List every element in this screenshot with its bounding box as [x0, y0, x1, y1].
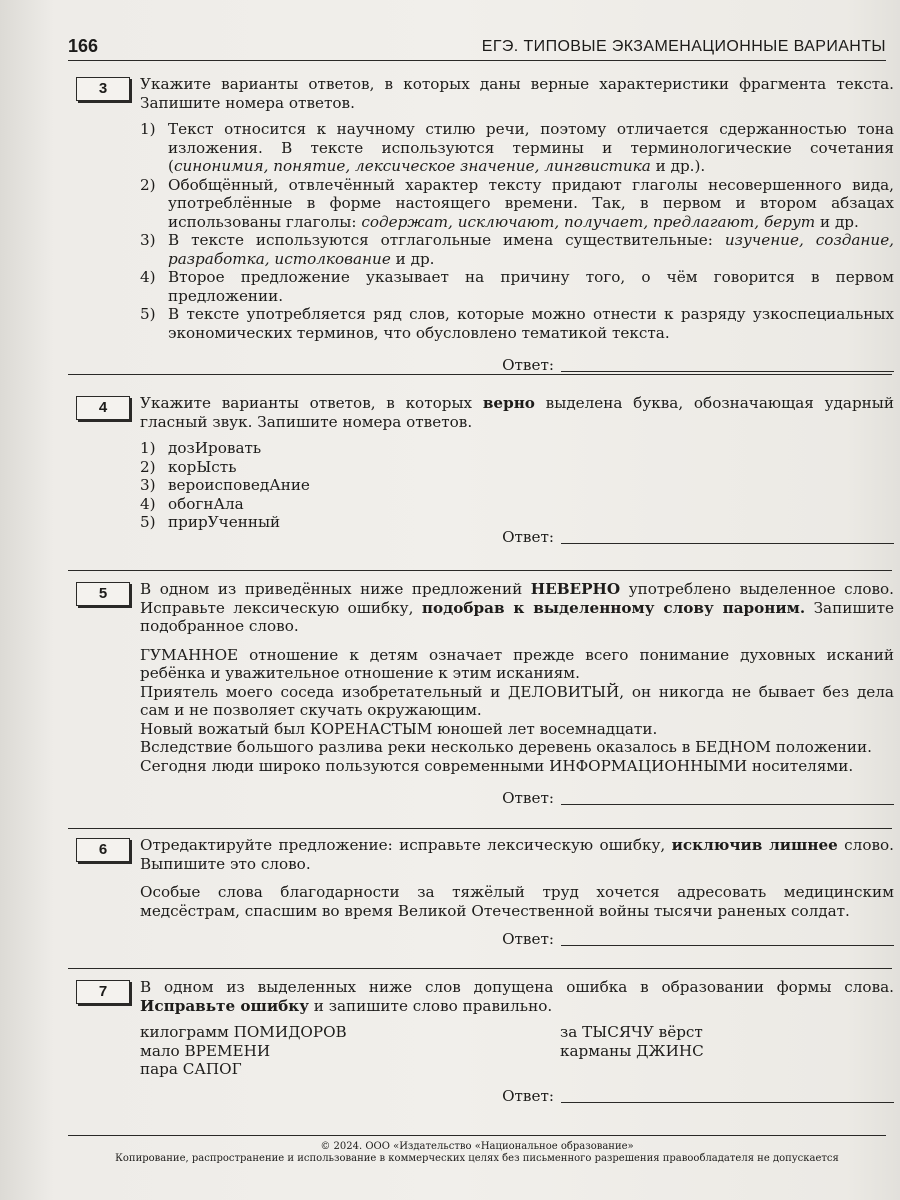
word-phrase: килограмм ПОМИДОРОВ [140, 1023, 347, 1041]
sentence: Особые слова благодарности за тяжёлый труд хочется адресовать медицинским медсёстрам, спасшим во время Великой Отечественной войны тысячи раненых солдат. [140, 883, 894, 920]
word-columns [140, 1023, 894, 1079]
answer-label: Ответ: [502, 930, 554, 948]
task-question: Отредактируйте предложение: исправьте лексическую ошибку, исключив лишнее слово. Выпишите это слово. [140, 836, 894, 873]
word-phrase: мало ВРЕМЕНИ [140, 1041, 271, 1060]
option-item: 2) корЫсть [140, 457, 237, 476]
task-number-box: 5 [76, 582, 130, 606]
sentence: Вследствие большого разлива реки несколько деревень оказалось в БЕДНОМ положении. [140, 738, 872, 756]
word-column-right [560, 1023, 894, 1079]
task-separator [68, 968, 892, 969]
answer-label: Ответ: [502, 1086, 554, 1105]
option-item: 4) обогнАла [140, 494, 244, 513]
option-item: 2) Обобщённый, отвлечённый характер тексту придают глаголы несовершенного вида, употреблённые в форме настоящего времени. Так, в первом и втором абзацах использованы глаголы: содержат, исключают, получает, предлагают, берут и др. [140, 175, 894, 231]
options-list [140, 439, 894, 532]
page-header-title: ЕГЭ. ТИПОВЫЕ ЭКЗАМЕНАЦИОННЫЕ ВАРИАНТЫ [481, 38, 886, 55]
answer-line[interactable] [561, 371, 894, 372]
word-phrase: карманы ДЖИНС [560, 1041, 704, 1060]
answer-row [140, 789, 894, 809]
task-question: Укажите варианты ответов, в которых верно выделена буква, обозначающая ударный гласный звук. Запишите номера ответов. [140, 394, 894, 431]
sentences-list [140, 646, 894, 776]
option-item: 3) В тексте используются отглагольные имена существительные: изучение, создание, разработка, истолкование и др. [140, 231, 895, 268]
task-7 [68, 978, 894, 1107]
answer-row [140, 1087, 894, 1107]
task-separator [68, 828, 892, 829]
sentence: Сегодня люди широко пользуются современными ИНФОРМАЦИОННЫМИ носителями. [140, 756, 854, 775]
task-number-box: 6 [76, 838, 130, 862]
word-column-left [140, 1023, 560, 1079]
option-item: 5) В тексте употребляется ряд слов, которые можно отнести к разряду узкоспециальных экономических терминов, что обусловлено тематикой текста. [140, 305, 894, 342]
word-phrase: пара САПОГ [140, 1060, 242, 1078]
answer-label: Ответ: [502, 527, 554, 546]
task-3 [68, 75, 894, 376]
option-item: 1) Текст относится к научному стилю речи, поэтому отличается сдержанностью тона изложения. В тексте используются термины и терминологические сочетания (синонимия, понятие, лексическое значение, лингвистика и др.). [140, 120, 894, 175]
task-question: В одном из приведённых ниже предложений НЕВЕРНО употреблено выделенное слово. Исправьте лексическую ошибку, подобрав к выделенному слову пароним. Запишите подобранное слово. [140, 580, 895, 635]
answer-label: Ответ: [502, 356, 554, 374]
option-item: 3) вероисповедАние [140, 476, 310, 494]
option-item: 5) прирУченный [140, 513, 281, 531]
task-number-box: 3 [76, 77, 130, 101]
copyright-line: © 2024. ООО «Издательство «Национальное образование» [320, 1141, 634, 1152]
option-item: 1) дозИровать [140, 439, 262, 457]
options-list [140, 120, 894, 342]
answer-row [140, 930, 894, 950]
task-4 [68, 394, 894, 548]
answer-line[interactable] [561, 543, 894, 544]
word-phrase: за ТЫСЯЧУ вёрст [560, 1023, 703, 1041]
copyright-notice: Копирование, распространение и использование в коммерческих целях без письменного разрешения правообладателя не допускается [115, 1153, 839, 1164]
task-question: Укажите варианты ответов, в которых даны верные характеристики фрагмента текста. Запишите номера ответов. [140, 75, 894, 112]
task-6 [68, 836, 894, 950]
answer-line[interactable] [561, 945, 894, 946]
answer-row [140, 528, 894, 548]
task-5 [68, 580, 894, 809]
task-number-box: 4 [76, 396, 130, 420]
answer-label: Ответ: [502, 789, 554, 807]
task-number-box: 7 [76, 980, 130, 1004]
page-number: 166 [68, 36, 99, 56]
answer-line[interactable] [561, 1102, 894, 1103]
sentence: Приятель моего соседа изобретательный и ДЕЛОВИТЫЙ, он никогда не бывает без дела сам и не позволяет скучать окружающим. [140, 682, 894, 719]
task-question: В одном из выделенных ниже слов допущена ошибка в образовании формы слова. Исправьте ошибку и запишите слово правильно. [140, 978, 894, 1015]
page-header [68, 36, 886, 61]
answer-line[interactable] [561, 804, 894, 805]
sentence: Новый вожатый был КОРЕНАСТЫМ юношей лет восемнадцати. [140, 719, 658, 738]
task-separator [68, 570, 892, 571]
sentence: ГУМАННОЕ отношение к детям означает прежде всего понимание духовных исканий ребёнка и уважительное отношение к этим исканиям. [140, 645, 894, 682]
answer-row [140, 356, 894, 376]
option-item: 4) Второе предложение указывает на причину того, о чём говорится в первом предложении. [140, 268, 894, 305]
page-footer [68, 1135, 886, 1165]
task-separator [68, 374, 892, 375]
